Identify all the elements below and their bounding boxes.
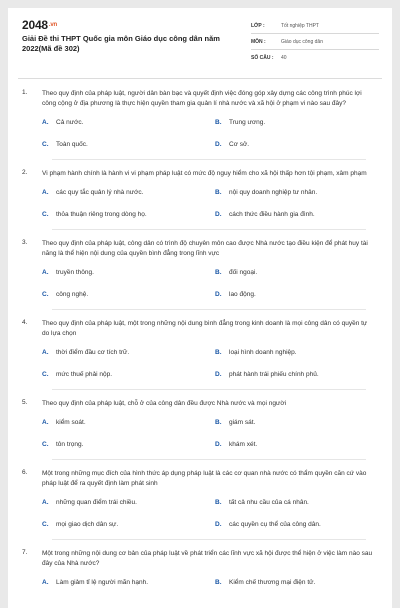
question-text: Theo quy định của pháp luật, một trong những nội dung bình đẳng trong kinh doanh là mọi công dân có quyền tự do lựa chọn [42, 320, 368, 337]
logo-main: 2048 [22, 18, 48, 32]
meta-label: LỚP : [251, 22, 265, 29]
option-a[interactable] [42, 119, 215, 127]
option-a[interactable] [42, 349, 215, 357]
answer-options [42, 269, 376, 301]
option-text: Cả nước. [56, 119, 84, 126]
question-number: 6. [22, 469, 28, 476]
option-key: D. [215, 291, 222, 298]
question-text: Vi phạm hành chính là hành vi vi phạm pháp luật có mức độ nguy hiểm cho xã hội thấp hơn tội phạm, xâm phạm [42, 170, 367, 177]
option-key: C. [42, 521, 49, 528]
option-d[interactable] [215, 441, 388, 449]
option-key: D. [215, 441, 222, 448]
option-text: công nghệ. [56, 291, 89, 298]
meta-value: 40 [281, 54, 287, 61]
question-number: 3. [22, 239, 28, 246]
option-d[interactable] [215, 291, 388, 299]
meta-value: Tốt nghiệp THPT [281, 22, 319, 29]
option-key: B. [215, 269, 222, 276]
option-b[interactable] [215, 579, 388, 587]
option-b[interactable] [215, 419, 388, 427]
meta-label: SỐ CÂU : [251, 54, 274, 61]
option-text: tôn trọng. [56, 441, 84, 448]
question-4 [8, 319, 392, 390]
question-number: 7. [22, 549, 28, 556]
option-key: A. [42, 119, 49, 126]
option-text: giám sát. [229, 419, 256, 426]
question-text: Theo quy định của pháp luật, chỗ ở của công dân đều được Nhà nước và mọi người [42, 400, 287, 407]
question-7 [8, 549, 392, 589]
option-a[interactable] [42, 419, 215, 427]
option-text: cách thức điều hành gia đình. [229, 211, 315, 218]
option-text: lao động. [229, 291, 256, 298]
option-key: C. [42, 141, 49, 148]
option-text: Kiểm chế thương mại điện tử. [229, 579, 316, 586]
option-text: mọi giao dịch dân sự. [56, 521, 119, 528]
header-divider [18, 78, 382, 79]
option-c[interactable] [42, 211, 215, 219]
option-b[interactable] [215, 269, 388, 277]
meta-label: MÔN : [251, 38, 266, 45]
option-text: khám xét. [229, 441, 258, 448]
meta-class [251, 18, 379, 34]
question-divider [52, 229, 366, 230]
question-number: 5. [22, 399, 28, 406]
answer-options [42, 579, 376, 589]
logo-suffix: .vn [48, 22, 57, 28]
option-text: mức thuế phải nộp. [56, 371, 113, 378]
question-divider [52, 459, 366, 460]
question-number: 1. [22, 89, 28, 96]
option-text: thời điểm đầu cơ tích trữ. [56, 349, 130, 356]
option-d[interactable] [215, 141, 388, 149]
header [8, 8, 392, 74]
option-a[interactable] [42, 579, 215, 587]
option-key: C. [42, 441, 49, 448]
meta-subject [251, 34, 379, 50]
question-text: Một trong những nội dung cơ bản của pháp luật về phát triển các lĩnh vực xã hội được thể hiện ở việc làm nào sau đây của Nhà nước? [42, 550, 373, 567]
option-a[interactable] [42, 189, 215, 197]
option-d[interactable] [215, 211, 388, 219]
option-c[interactable] [42, 141, 215, 149]
answer-options [42, 349, 376, 381]
option-text: tất cả nhu cầu của cá nhân. [229, 499, 309, 506]
option-text: những quan điểm trái chiều. [56, 499, 137, 506]
answer-options [42, 119, 376, 151]
option-b[interactable] [215, 499, 388, 507]
meta-value: Giáo dục công dân [281, 38, 323, 45]
option-c[interactable] [42, 371, 215, 379]
option-text: đối ngoại. [229, 269, 258, 276]
option-key: A. [42, 419, 49, 426]
option-key: C. [42, 371, 49, 378]
question-2 [8, 169, 392, 230]
option-key: B. [215, 189, 222, 196]
exam-meta [251, 18, 379, 65]
option-a[interactable] [42, 499, 215, 507]
option-text: kiểm soát. [56, 419, 86, 426]
option-key: A. [42, 269, 49, 276]
option-key: C. [42, 211, 49, 218]
option-key: D. [215, 211, 222, 218]
option-b[interactable] [215, 119, 388, 127]
option-d[interactable] [215, 521, 388, 529]
option-text: Trung ương. [229, 119, 266, 126]
answer-options [42, 189, 376, 221]
question-text: Theo quy định của pháp luật, công dân có trình độ chuyên môn cao được Nhà nước tạo điều kiện để phát huy tài năng là thể hiện nội dung của quyền bình đẳng trong lĩnh vực [42, 240, 368, 257]
option-key: A. [42, 349, 49, 356]
option-key: B. [215, 579, 222, 586]
option-text: Toàn quốc. [56, 141, 88, 148]
question-divider [52, 539, 366, 540]
option-text: loại hình doanh nghiệp. [229, 349, 297, 356]
option-text: Làm giảm tỉ lệ người mãn hạnh. [56, 579, 149, 586]
option-text: Cơ sở. [229, 141, 250, 148]
option-key: A. [42, 579, 49, 586]
answer-options [42, 419, 376, 451]
option-key: A. [42, 499, 49, 506]
question-list [8, 89, 392, 598]
option-a[interactable] [42, 269, 215, 277]
option-key: B. [215, 349, 222, 356]
question-divider [52, 389, 366, 390]
option-c[interactable] [42, 291, 215, 299]
option-b[interactable] [215, 349, 388, 357]
option-key: A. [42, 189, 49, 196]
question-6 [8, 469, 392, 540]
option-text: phát hành trái phiếu chính phủ. [229, 371, 319, 378]
option-text: các quy tắc quản lý nhà nước. [56, 189, 144, 196]
page-title: Giải Đề thi THPT Quốc gia môn Giáo dục công dân năm 2022(Mã đề 302) [22, 34, 220, 53]
site-logo[interactable] [22, 18, 57, 32]
option-text: thỏa thuận riêng trong dòng họ. [56, 211, 147, 218]
question-text: Một trong những mục đích của hình thức áp dụng pháp luật là các cơ quan nhà nước có thẩm quyền căn cứ vào pháp luật để ra quyết định làm phát sinh [42, 470, 367, 487]
option-key: B. [215, 419, 222, 426]
option-d[interactable] [215, 371, 388, 379]
question-divider [52, 309, 366, 310]
option-key: D. [215, 141, 222, 148]
option-text: truyền thông. [56, 269, 94, 276]
question-text: Theo quy định của pháp luật, người dân bàn bạc và quyết định việc đóng góp xây dựng các công trình phúc lợi công cộng ở địa phương là thực hiện quyền tham gia quản lí nhà nước và xã hội ở phạm vi nào sau đây? [42, 90, 362, 107]
option-key: D. [215, 371, 222, 378]
answer-options [42, 499, 376, 531]
option-text: nội quy doanh nghiệp tư nhân. [229, 189, 318, 196]
option-key: B. [215, 119, 222, 126]
question-number: 4. [22, 319, 28, 326]
option-b[interactable] [215, 189, 388, 197]
option-c[interactable] [42, 521, 215, 529]
option-text: các quyền cụ thể của công dân. [229, 521, 321, 528]
question-3 [8, 239, 392, 310]
option-c[interactable] [42, 441, 215, 449]
meta-question-count [251, 50, 379, 65]
option-key: B. [215, 499, 222, 506]
question-5 [8, 399, 392, 460]
question-divider [52, 159, 366, 160]
exam-sheet [8, 8, 392, 608]
option-key: D. [215, 521, 222, 528]
question-1 [8, 89, 392, 160]
question-number: 2. [22, 169, 28, 176]
option-key: C. [42, 291, 49, 298]
